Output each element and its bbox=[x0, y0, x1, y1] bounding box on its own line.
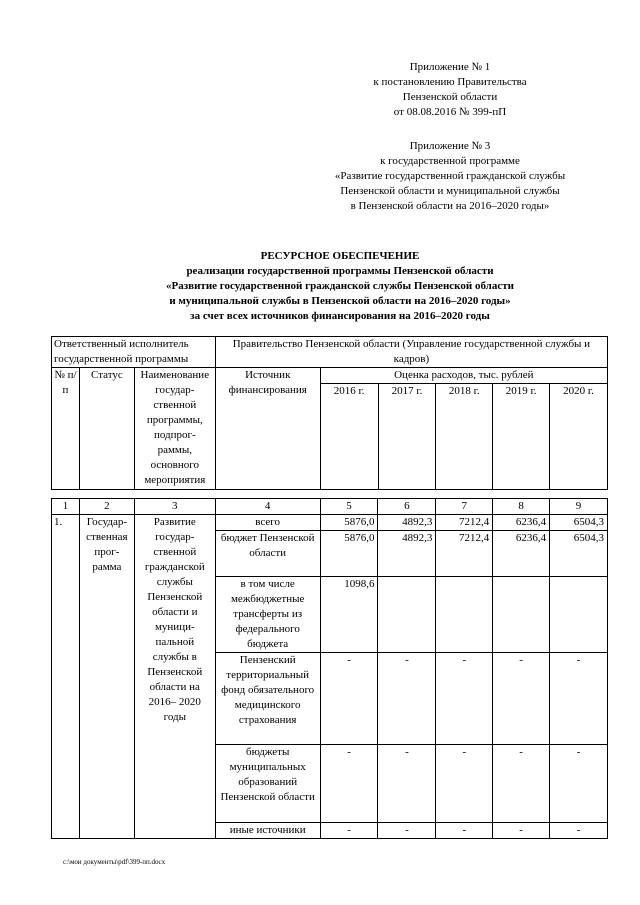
value-cell: - bbox=[436, 653, 493, 745]
row-number: 1. bbox=[52, 515, 80, 839]
value-cell bbox=[550, 577, 608, 653]
col-status-header: Статус bbox=[79, 368, 134, 490]
data-table bbox=[51, 498, 608, 839]
title-line: «Развитие государственной гражданской службы Пензенской области bbox=[166, 280, 514, 292]
value-cell bbox=[436, 577, 493, 653]
value-cell bbox=[378, 577, 436, 653]
value-cell: - bbox=[493, 823, 550, 839]
value-cell: 4892,3 bbox=[378, 515, 436, 531]
value-cell: - bbox=[550, 653, 608, 745]
source-cell: всего bbox=[215, 515, 320, 531]
source-cell: бюджеты муниципальных образований Пензенской области bbox=[215, 745, 320, 823]
table-row bbox=[52, 515, 608, 531]
col-number: 2 bbox=[79, 499, 134, 515]
col-number: 7 bbox=[436, 499, 493, 515]
file-path-footer: c:\мои документы\pdf\399-пп.docx bbox=[63, 858, 166, 866]
value-cell: 6236,4 bbox=[493, 531, 550, 577]
appendix-1-line: к постановлению Правительства bbox=[373, 76, 527, 88]
year-header: 2020 г. bbox=[550, 384, 608, 490]
value-cell: - bbox=[436, 823, 493, 839]
appendix-3-line: Пензенской области и муниципальной службы bbox=[340, 185, 560, 197]
appendix-1-line: Приложение № 1 bbox=[409, 61, 491, 73]
col-number: 8 bbox=[493, 499, 550, 515]
col-number: 9 bbox=[550, 499, 608, 515]
value-cell: 5876,0 bbox=[320, 515, 378, 531]
appendix-1-line: от 08.08.2016 № 399-пП bbox=[393, 106, 507, 118]
col-source-header: Источник финансирования bbox=[215, 368, 320, 490]
value-cell: - bbox=[378, 823, 436, 839]
value-cell: 7212,4 bbox=[436, 515, 493, 531]
col-name-header: Наименование государ- ственной программы, подпрог- раммы, основного мероприятия bbox=[134, 368, 215, 490]
row-name: Развитие государ- ственной гражданской службы Пензенской области и муници- пальной службы в Пензенской области на 2016– 2020 годы bbox=[134, 515, 215, 839]
col-number: 1 bbox=[52, 499, 80, 515]
col-number: 6 bbox=[378, 499, 436, 515]
appendix-3-line: «Развитие государственной гражданской службы bbox=[334, 170, 566, 182]
col-num-header: № п/п bbox=[52, 368, 80, 490]
value-cell: - bbox=[493, 745, 550, 823]
value-cell: 7212,4 bbox=[436, 531, 493, 577]
col-number: 3 bbox=[134, 499, 215, 515]
year-header: 2017 г. bbox=[378, 384, 436, 490]
value-cell: 6236,4 bbox=[493, 515, 550, 531]
column-numbers-row bbox=[52, 499, 608, 515]
appendix-3-line: к государственной программе bbox=[380, 155, 520, 167]
appendix-3-block bbox=[300, 139, 600, 214]
value-cell: 6504,3 bbox=[550, 531, 608, 577]
source-cell: в том числе межбюджетные трансферты из федерального бюджета bbox=[215, 577, 320, 653]
value-cell: - bbox=[320, 823, 378, 839]
value-cell bbox=[493, 577, 550, 653]
appendix-3-line: Приложение № 3 bbox=[409, 140, 491, 152]
row-status: Государ- ственная прог- рамма bbox=[79, 515, 134, 839]
value-cell: 5876,0 bbox=[320, 531, 378, 577]
executor-label: Ответственный исполнитель государственной программы bbox=[52, 337, 216, 368]
value-cell: - bbox=[378, 745, 436, 823]
source-cell: Пензенский территориальный фонд обязательного медицинского страхования bbox=[215, 653, 320, 745]
col-number: 5 bbox=[320, 499, 378, 515]
appendix-1-line: Пензенской области bbox=[402, 91, 498, 103]
value-cell: - bbox=[493, 653, 550, 745]
value-cell: - bbox=[550, 823, 608, 839]
source-cell: бюджет Пензенской области bbox=[215, 531, 320, 577]
title-line: и муниципальной службы в Пензенской области на 2016–2020 годы» bbox=[169, 295, 511, 307]
title-line: за счет всех источников финансирования на 2016–2020 годы bbox=[190, 310, 490, 322]
value-cell: - bbox=[550, 745, 608, 823]
value-cell: - bbox=[378, 653, 436, 745]
appendix-3-line: в Пензенской области на 2016–2020 годы» bbox=[350, 200, 550, 212]
source-cell: иные источники bbox=[215, 823, 320, 839]
document-title bbox=[40, 249, 640, 324]
value-cell: 4892,3 bbox=[378, 531, 436, 577]
year-header: 2018 г. bbox=[436, 384, 493, 490]
value-cell: 6504,3 bbox=[550, 515, 608, 531]
executor-value: Правительство Пензенской области (Управление государственной службы и кадров) bbox=[215, 337, 607, 368]
value-cell: - bbox=[436, 745, 493, 823]
year-header: 2019 г. bbox=[493, 384, 550, 490]
value-cell: 1098,6 bbox=[320, 577, 378, 653]
appendix-1-block bbox=[300, 60, 600, 120]
value-cell: - bbox=[320, 653, 378, 745]
title-line: реализации государственной программы Пензенской области bbox=[186, 265, 494, 277]
value-cell: - bbox=[320, 745, 378, 823]
col-estimate-header: Оценка расходов, тыс. рублей bbox=[320, 368, 607, 384]
header-table bbox=[51, 336, 608, 490]
title-line: РЕСУРСНОЕ ОБЕСПЕЧЕНИЕ bbox=[260, 250, 420, 262]
col-number: 4 bbox=[215, 499, 320, 515]
year-header: 2016 г. bbox=[320, 384, 378, 490]
